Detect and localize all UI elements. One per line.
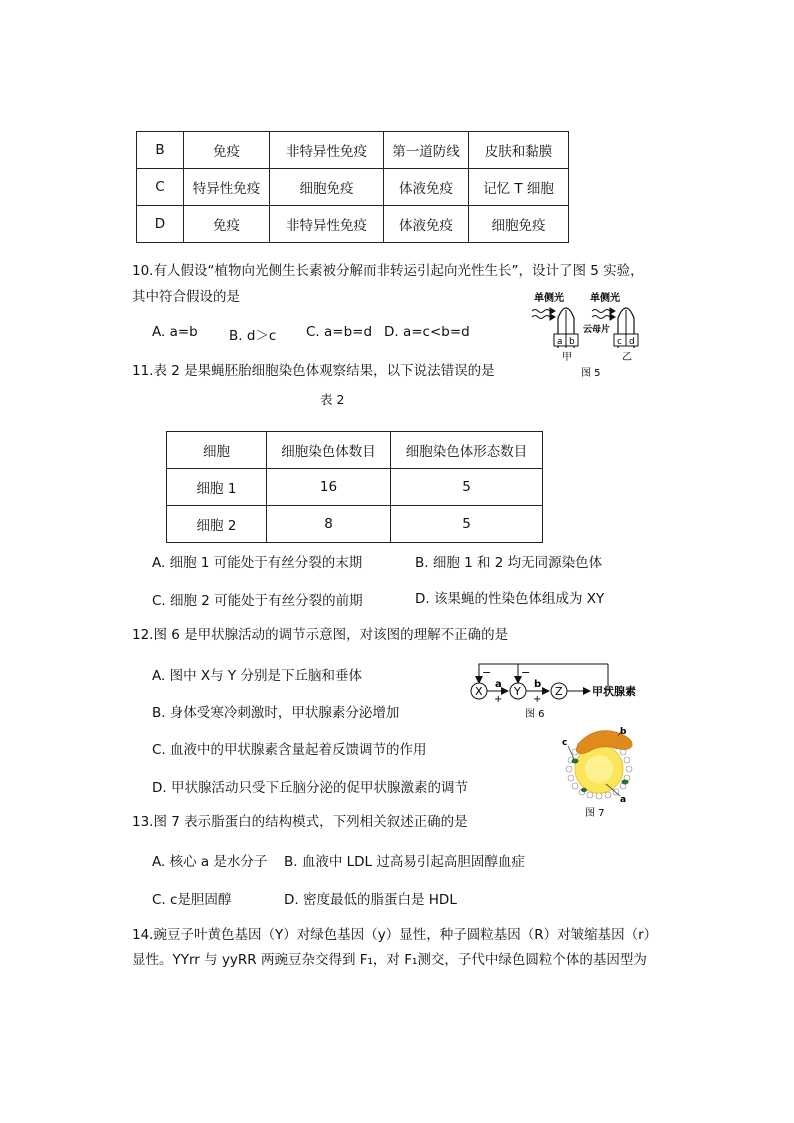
light-waves-right xyxy=(592,308,615,320)
light-label-left: 单侧光 xyxy=(534,293,564,304)
q13-option-d: D. 密度最低的脂蛋白是 HDL xyxy=(284,892,457,908)
q13-stem: 13.图 7 表示脂蛋白的结构模式，下列相关叙述正确的是 xyxy=(132,814,468,830)
table-cell: C xyxy=(137,169,184,206)
minus-sign-y: − xyxy=(521,666,531,679)
node-z-label: Z xyxy=(555,685,563,698)
figure-6-caption: 图 6 xyxy=(525,709,545,720)
light-label-right: 单侧光 xyxy=(590,293,620,304)
mica-label: 云母片 xyxy=(583,325,611,335)
q14-stem-line2: 显性。YYrr 与 yyRR 两豌豆杂交得到 F₁，对 F₁测交，子代中绿色圆粒个体的基因型为 xyxy=(132,952,647,968)
table-header-cell: 细胞染色体数目 xyxy=(267,432,391,469)
table-cell: 皮肤和黏膜 xyxy=(469,132,569,169)
label-yi: 乙 xyxy=(622,352,632,363)
figure-5-caption: 图 5 xyxy=(581,368,601,379)
table-cell: 细胞免疫 xyxy=(270,169,384,206)
label-b: b xyxy=(620,727,627,737)
q10-stem-line1: 10.有人假设“植物向光侧生长素被分解而非转运引起向光性生长”，设计了图 5 实验， xyxy=(132,263,644,279)
agar-label-a: a xyxy=(557,337,563,347)
q13-option-a: A. 核心 a 是水分子 xyxy=(152,854,268,870)
table-cell: 特异性免疫 xyxy=(184,169,270,206)
table-cell: 16 xyxy=(267,469,391,506)
q11-option-d: D. 该果蝇的性染色体组成为 XY xyxy=(415,591,605,607)
q11-stem: 11.表 2 是果蝇胚胎细胞染色体观察结果，以下说法错误的是 xyxy=(132,363,495,379)
q12-stem: 12.图 6 是甲状腺活动的调节示意图，对该图的理解不正确的是 xyxy=(132,627,509,643)
plus-sign-b: + xyxy=(533,694,542,705)
table-cell: 5 xyxy=(391,506,543,543)
q12-option-d: D. 甲状腺活动只受下丘脑分泌的促甲状腺激素的调节 xyxy=(152,780,468,796)
product-label: 甲状腺素 xyxy=(592,685,636,698)
table-header-cell: 细胞染色体形态数目 xyxy=(391,432,543,469)
q10-option-b: B. d＞c xyxy=(229,328,277,344)
agar-label-d: d xyxy=(629,337,635,347)
q12-option-a: A. 图中 X与 Y 分别是下丘脑和垂体 xyxy=(152,668,362,684)
table-2-title: 表 2 xyxy=(320,392,345,407)
figure-7-lipoprotein xyxy=(554,724,646,824)
q12-option-c: C. 血液中的甲状腺素含量起着反馈调节的作用 xyxy=(152,742,427,758)
q10-option-c: C. a=b=d xyxy=(306,324,373,340)
figure-6-thyroid-regulation xyxy=(462,658,652,724)
table-row xyxy=(167,506,543,543)
table-cell: 第一道防线 xyxy=(384,132,469,169)
table-cell: 记忆 T 细胞 xyxy=(469,169,569,206)
table-row xyxy=(167,469,543,506)
node-y-label: Y xyxy=(514,685,521,698)
q13-option-b: B. 血液中 LDL 过高易引起高胆固醇血症 xyxy=(284,854,525,870)
table-cell: 细胞免疫 xyxy=(469,206,569,243)
table-cell: 8 xyxy=(267,506,391,543)
q10-stem-line2: 其中符合假设的是 xyxy=(132,289,240,305)
table-row xyxy=(137,206,569,243)
table-row xyxy=(137,169,569,206)
minus-sign-x: − xyxy=(482,666,492,679)
label-a: a xyxy=(620,795,627,805)
label-c: c xyxy=(562,738,568,748)
table-cell: 细胞 1 xyxy=(167,469,267,506)
table-cell: 细胞 2 xyxy=(167,506,267,543)
q12-option-b: B. 身体受寒冷刺激时，甲状腺素分泌增加 xyxy=(152,705,400,721)
q13-option-c: C. c是胆固醇 xyxy=(152,892,232,908)
arrow-label-b: b xyxy=(534,679,542,690)
agar-label-b: b xyxy=(569,337,575,347)
table-header-row xyxy=(167,432,543,469)
q11-option-c: C. 细胞 2 可能处于有丝分裂的前期 xyxy=(152,593,363,609)
table-cell: B xyxy=(137,132,184,169)
table-header-cell: 细胞 xyxy=(167,432,267,469)
table-cell: 非特异性免疫 xyxy=(270,206,384,243)
label-jia: 甲 xyxy=(562,352,572,363)
figure-5-phototropism xyxy=(528,288,653,380)
table-cell: 体液免疫 xyxy=(384,206,469,243)
figure-7-caption: 图 7 xyxy=(585,808,605,819)
table-cell: 非特异性免疫 xyxy=(270,132,384,169)
q11-option-a: A. 细胞 1 可能处于有丝分裂的末期 xyxy=(152,555,363,571)
q10-option-a: A. a=b xyxy=(152,324,198,340)
table-2 xyxy=(166,431,543,543)
q11-option-b: B. 细胞 1 和 2 均无同源染色体 xyxy=(415,555,603,571)
plus-sign-a: + xyxy=(494,694,503,705)
q10-option-d: D. a=c<b=d xyxy=(384,324,470,340)
table-cell: 体液免疫 xyxy=(384,169,469,206)
table-cell: D xyxy=(137,206,184,243)
node-x-label: X xyxy=(475,685,483,698)
table-row xyxy=(137,132,569,169)
arrow-label-a: a xyxy=(495,679,502,690)
top-table xyxy=(136,131,569,243)
table-cell: 免疫 xyxy=(184,206,270,243)
table-cell: 5 xyxy=(391,469,543,506)
cholesterol-molecule xyxy=(572,759,579,764)
table-cell: 免疫 xyxy=(184,132,270,169)
q14-stem-line1: 14.豌豆子叶黄色基因（Y）对绿色基因（y）显性，种子圆粒基因（R）对皱缩基因（r） xyxy=(132,927,658,943)
light-waves-left xyxy=(532,308,555,320)
agar-label-c: c xyxy=(617,337,622,347)
